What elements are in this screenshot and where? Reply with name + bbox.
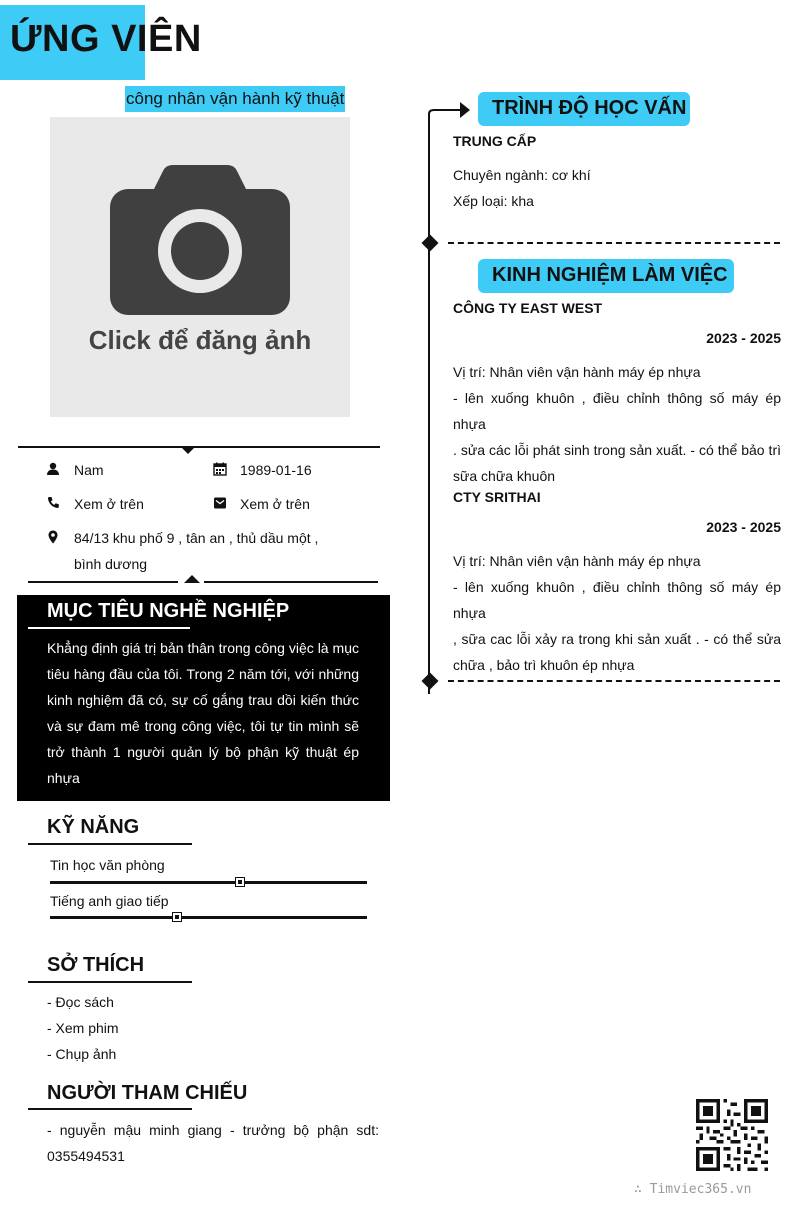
hobby-item: - Xem phim [47, 1020, 119, 1036]
mail-icon [213, 496, 227, 510]
job-period: 2023 - 2025 [706, 519, 781, 535]
objective-line: kinh nghiệm đã có, sự cố gắng trau dồi kiến thức [47, 692, 359, 708]
location-icon [46, 530, 60, 544]
skills-title: KỸ NĂNG [47, 816, 140, 838]
info-bottom-divider-left [28, 581, 178, 583]
experience-title: KINH NGHIỆM LÀM VIỆC [492, 264, 728, 286]
info-bottom-divider-right [204, 581, 378, 583]
email: Xem ở trên [240, 496, 310, 512]
photo-upload[interactable] [50, 117, 350, 417]
job-line: - lên xuống khuôn , điều chỉnh thông số máy ép nhựa [453, 579, 781, 621]
info-top-divider [18, 446, 380, 448]
timeline-line [428, 118, 430, 694]
job-company: CTY SRITHAI [453, 489, 541, 505]
hobbies-underline [28, 981, 192, 983]
calendar-icon [213, 462, 227, 476]
reference-line: - nguyễn mậu minh giang - trưởng bộ phận sdt: [47, 1122, 379, 1138]
objective-line: nhựa [47, 770, 80, 786]
gender: Nam [74, 462, 104, 478]
camera-icon [110, 161, 290, 317]
skill-name: Tiếng anh giao tiếp [50, 893, 169, 909]
section-divider [448, 242, 780, 244]
objective-line: trở thành 1 người quản lý bộ phận kỹ thuật ép [47, 744, 359, 760]
job-line: chữa , bảo trì khuôn ép nhựa [453, 657, 635, 673]
timeline-arrow-icon [428, 98, 472, 122]
qr-code-icon[interactable] [696, 1099, 768, 1171]
reference-line: 0355494531 [47, 1148, 125, 1164]
references-text [47, 1117, 379, 1169]
job-description [453, 548, 781, 678]
objective-underline [28, 627, 190, 629]
timeline-marker [422, 673, 439, 690]
objective-title: MỤC TIÊU NGHỀ NGHIỆP [47, 600, 290, 622]
info-top-marker [180, 446, 196, 454]
user-icon [46, 462, 60, 476]
skill-level-handle[interactable] [172, 912, 182, 922]
hobby-item: - Chụp ảnh [47, 1046, 117, 1062]
job-period: 2023 - 2025 [706, 330, 781, 346]
skill-bar [50, 916, 367, 919]
job-description [453, 359, 781, 489]
candidate-name: ỨNG VIÊN [10, 18, 202, 60]
job-line: - lên xuống khuôn , điều chỉnh thông số máy ép nhựa [453, 390, 781, 432]
candidate-position: công nhân vận hành kỹ thuật [125, 86, 345, 112]
address-line-2: bình dương [74, 556, 148, 572]
timeline-marker [422, 235, 439, 252]
skills-underline [28, 843, 192, 845]
info-bottom-marker [184, 575, 200, 583]
education-major: Chuyên ngành: cơ khí [453, 167, 591, 183]
job-line: Vị trí: Nhân viên vận hành máy ép nhựa [453, 364, 701, 380]
job-line: sữa chữa khuôn [453, 468, 556, 484]
objective-section [17, 595, 390, 801]
skill-level-handle[interactable] [235, 877, 245, 887]
education-grade: Xếp loại: kha [453, 193, 534, 209]
phone-icon [46, 496, 60, 510]
job-company: CÔNG TY EAST WEST [453, 300, 603, 316]
objective-line: Khẳng định giá trị bản thân trong công việc là mục [47, 640, 359, 656]
job-line: . sửa các lỗi phát sinh trong sản xuất. - có thể bảo trì [453, 442, 781, 458]
skill-bar [50, 881, 367, 884]
footer-brand: ∴ Timviec365.vn [634, 1182, 752, 1197]
references-title: NGƯỜI THAM CHIẾU [47, 1082, 248, 1104]
hobbies-title: SỞ THÍCH [47, 954, 145, 976]
education-title: TRÌNH ĐỘ HỌC VẤN [492, 97, 687, 119]
education-details [453, 162, 591, 214]
skill-name: Tin học văn phòng [50, 857, 165, 873]
address-line-1: 84/13 khu phố 9 , tân an , thủ dầu một , [74, 530, 319, 546]
hobbies-list [47, 989, 119, 1067]
photo-upload-label: Click để đăng ảnh [88, 325, 312, 355]
objective-line: và sự đam mê trong công việc, tôi tự tin mình sẽ [47, 718, 359, 734]
hobby-item: - Đọc sách [47, 994, 114, 1010]
objective-line: tiêu hàng đầu của tôi. Trong 2 năm tới, với những [47, 666, 359, 682]
section-divider [448, 680, 780, 682]
education-level: TRUNG CẤP [453, 133, 537, 149]
phone: Xem ở trên [74, 496, 144, 512]
job-line: Vị trí: Nhân viên vận hành máy ép nhựa [453, 553, 701, 569]
birthday: 1989-01-16 [240, 462, 312, 478]
objective-text [47, 635, 359, 791]
job-line: , sữa cac lỗi xảy ra trong khi sản xuất . - có thể sửa [453, 631, 781, 647]
references-underline [28, 1108, 192, 1110]
